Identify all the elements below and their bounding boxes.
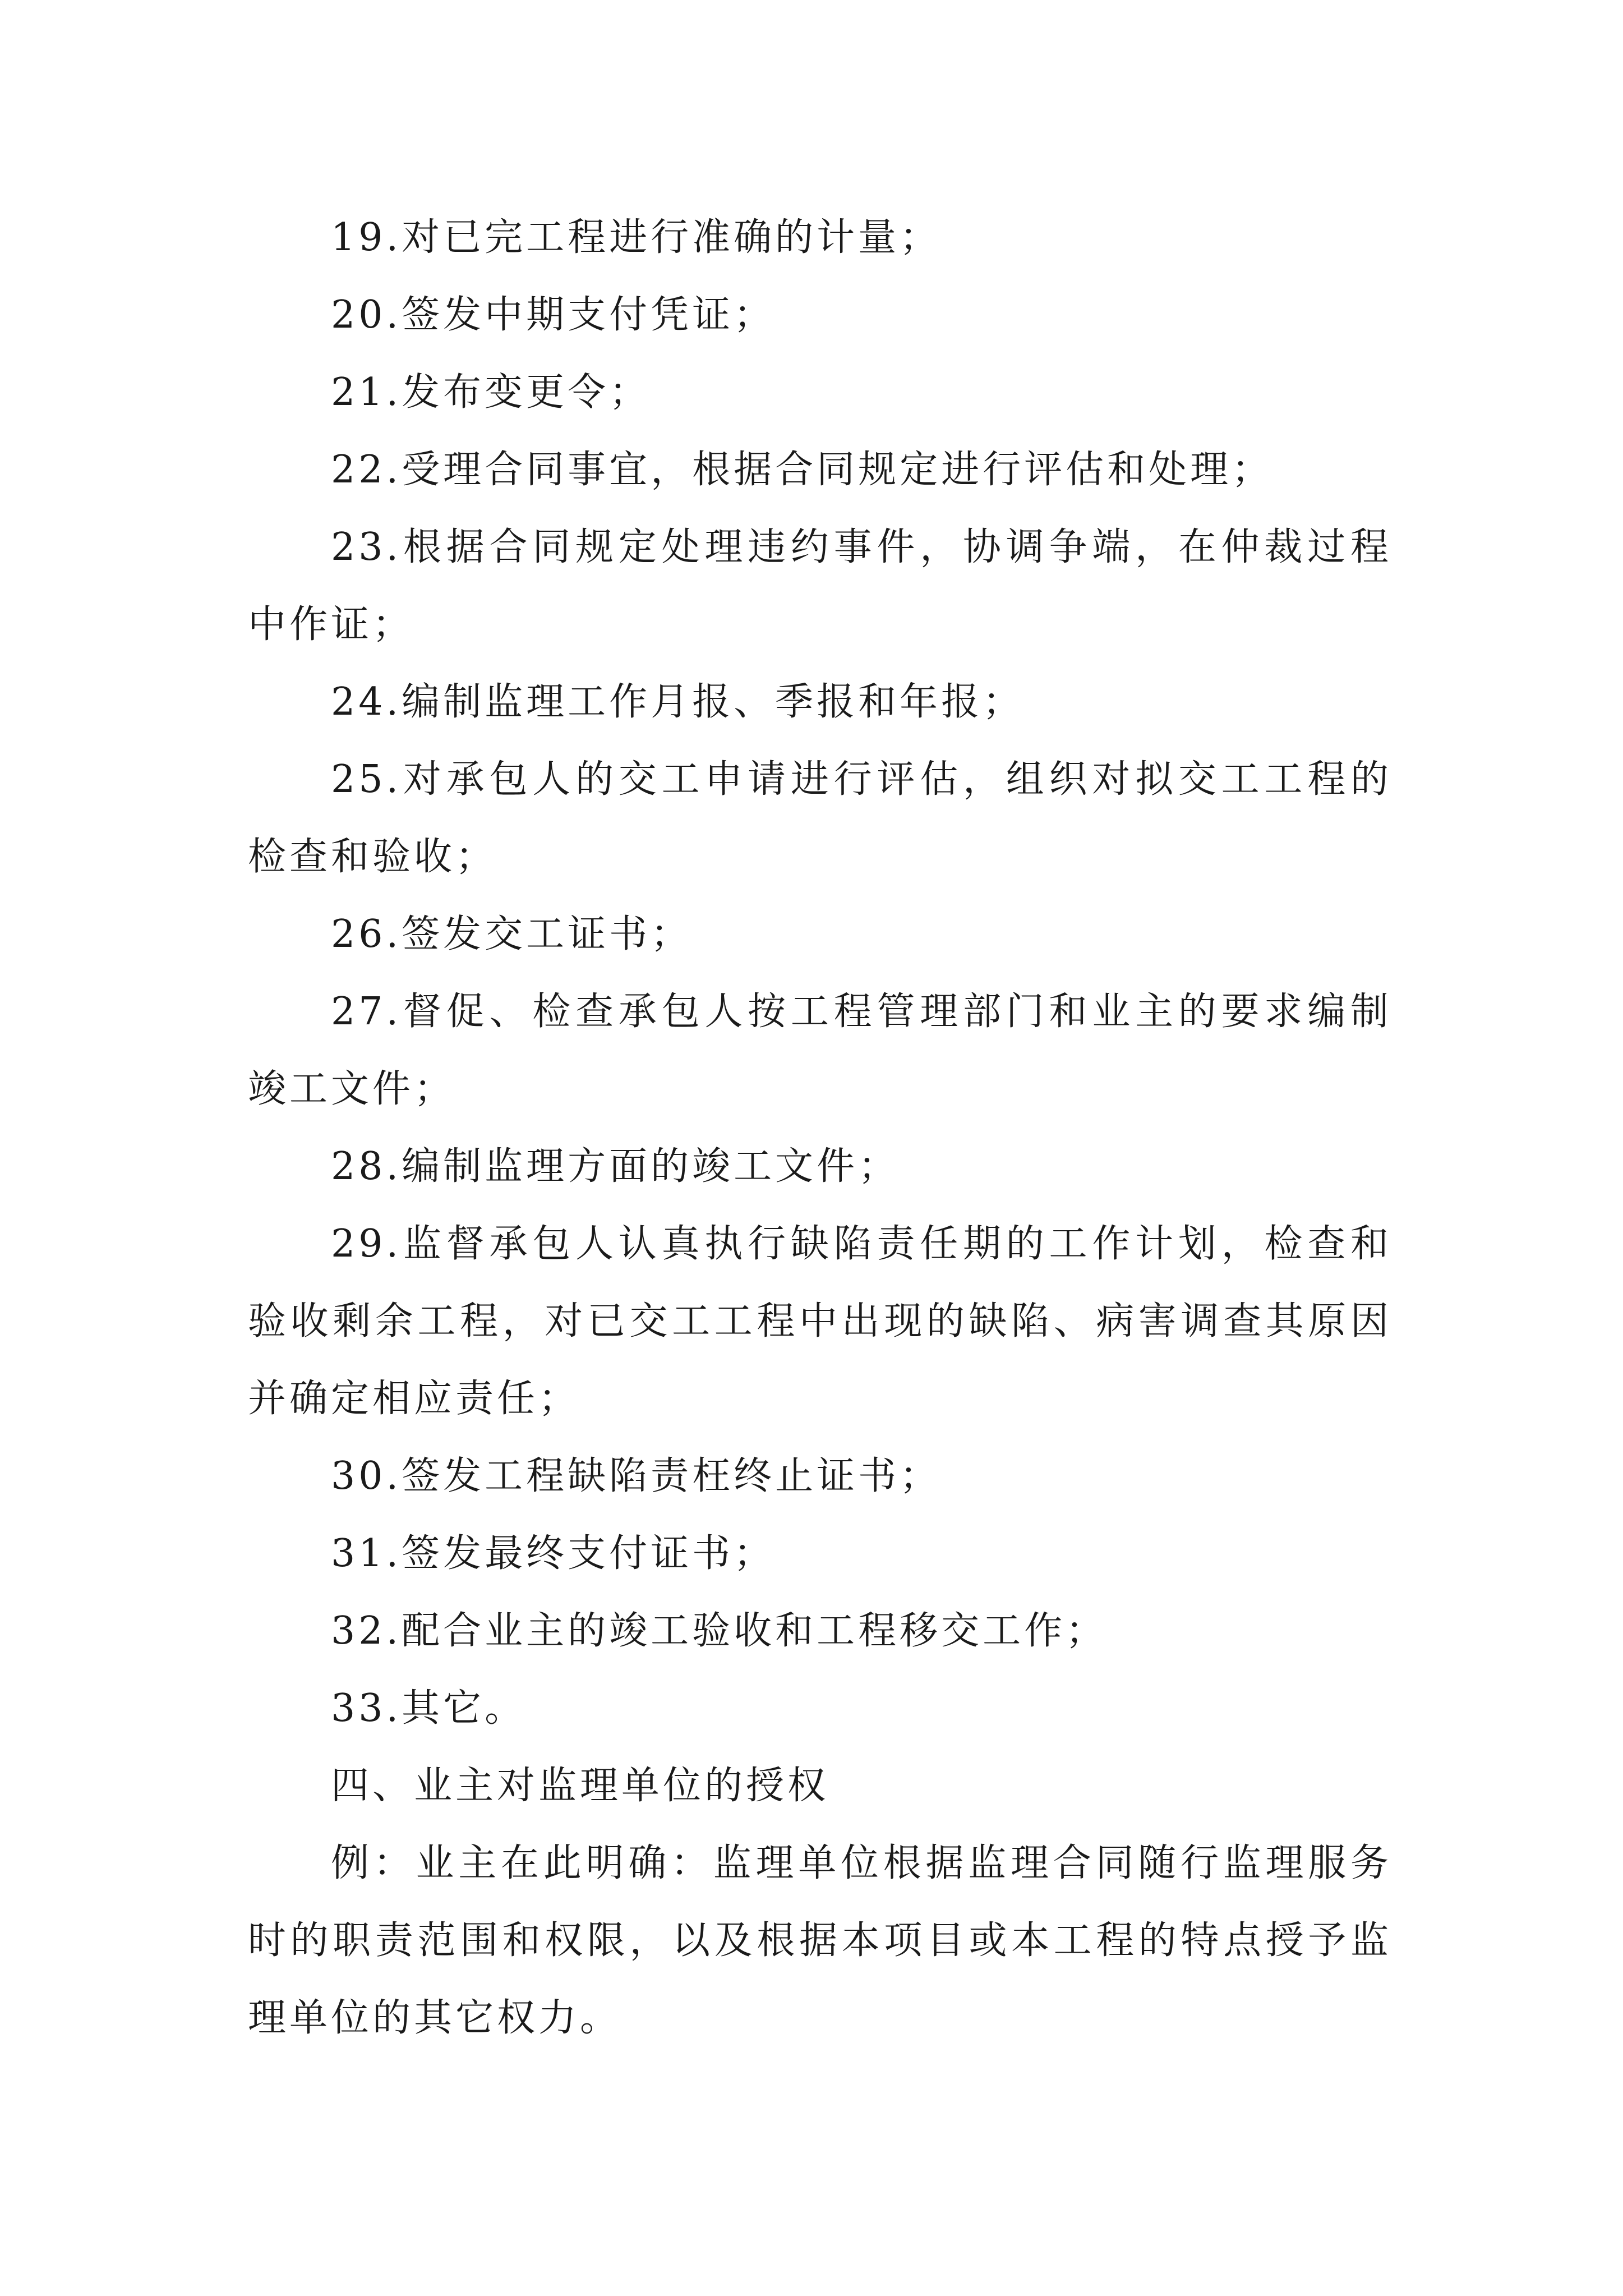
list-item-28: 28.编制监理方面的竣工文件； [331,1144,900,1189]
list-item-22: 22.受理合同事宜，根据合同规定进行评估和处理； [331,448,1274,492]
list-item-20: 20.签发中期支付凭证； [331,293,776,337]
section-heading: 四、业主对监理单位的授权 [331,1764,829,1808]
list-item-33: 33.其它。 [331,1686,527,1731]
list-item-24: 24.编制监理工作月报、季报和年报； [331,680,1025,724]
list-item-29: 29.监督承包人认真执行缺陷责任期的工作计划，检查和验收剩余工程，对已交工工程中出现的缺陷、病害调查其原因并确定相应责任； [248,1222,1392,1421]
list-item-32: 32.配合业主的竣工验收和工程移交工作； [331,1609,1108,1653]
list-item-27: 27.督促、检查承包人按工程管理部门和业主的要求编制竣工文件； [248,990,1392,1111]
list-item-19: 19.对已完工程进行准确的计量； [331,215,942,260]
list-item-26: 26.签发交工证书； [331,912,693,956]
document-body [248,199,1392,2057]
list-item-23: 23.根据合同规定处理违约事件，协调争端，在仲裁过程中作证； [248,525,1392,647]
example-paragraph: 例：业主在此明确：监理单位根据监理合同随行监理服务时的职责范围和权限，以及根据本项目或本工程的特点授予监理单位的其它权力。 [248,1841,1392,2040]
list-item-25: 25.对承包人的交工申请进行评估，组织对拟交工工程的检查和验收； [248,757,1392,879]
list-item-21: 21.发布变更令； [331,370,651,415]
list-item-30: 30.签发工程缺陷责枉终止证书； [331,1454,942,1498]
list-item-31: 31.签发最终支付证书； [331,1531,776,1576]
